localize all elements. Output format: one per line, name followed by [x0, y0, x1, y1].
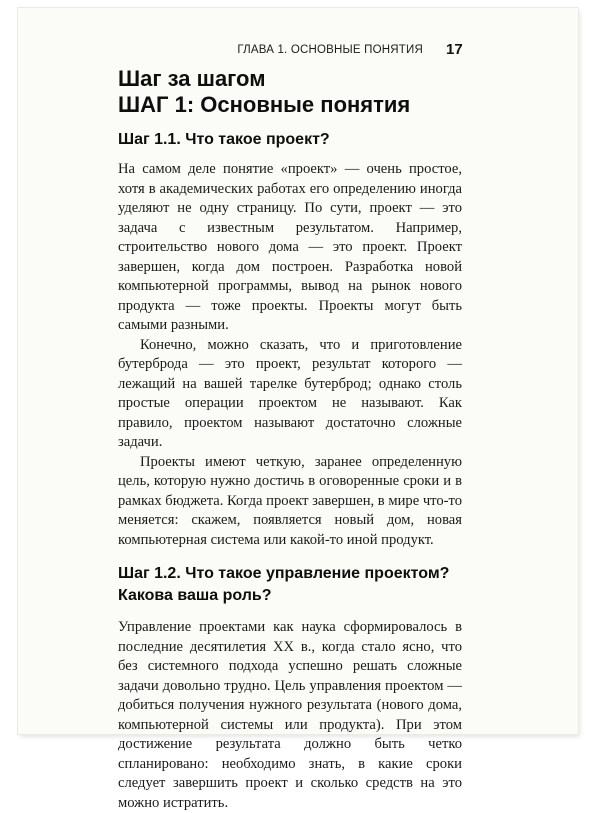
page-number: 17 — [446, 41, 463, 58]
section-heading-continuation: Какова ваша роль? — [118, 587, 272, 604]
chapter-title-line-1: Шаг за шагом — [118, 66, 266, 91]
section-heading: Шаг 1.1. Что такое проект? — [118, 131, 330, 148]
book-page — [18, 8, 578, 811]
paragraph: Управление проектами как наука сформировалось в последние десятилетия XX в., когда стало ясно, что без системного подхода успешно решать сложные задачи довольно трудно. Цель управления проектом — добиться получения нужного результата (нового дома, компьютерной системы или продукта). При этом достижение результата должно быть четко спланировано: необходимо знать, в какие сроки следует завершить проект и сколько средств на это можно истратить. — [118, 619, 462, 811]
chapter-title-line-2: ШАГ 1: Основные понятия — [118, 92, 411, 117]
paragraph: На самом деле понятие «проект» — очень простое, хотя в академических работах его определению иногда уделяют не одну страницу. По сути, проект — это задача с известным результатом. Например, строительство нового дома — это проект. Проект завершен, когда дом построен. Разработка новой компьютерной программы, вывод на рынок нового продукта — тоже проекты. Проекты могут быть самыми разными. — [118, 161, 462, 333]
page-content — [118, 66, 462, 813]
running-header: ГЛАВА 1. ОСНОВНЫЕ ПОНЯТИЯ — [237, 44, 423, 56]
chapter-title-block — [118, 66, 462, 118]
section-step-1-1 — [118, 129, 462, 550]
paragraph: Конечно, можно сказать, что и приготовление бутерброда — это проект, результат которого — лежащий на вашей тарелке бутерброд; однако столь простые операции проектом не называют. Как правило, проектом называют достаточно сложные задачи. — [118, 336, 462, 450]
paragraph: Проекты имеют четкую, заранее определенную цель, которую нужно достичь в оговоренные сроки и в рамках бюджета. Когда проект завершен, в мире что-то меняется: скажем, появляется новый дом, новая компьютерная система или какой-то иной продукт. — [118, 453, 462, 548]
section-heading-block — [118, 563, 462, 607]
section-heading: Шаг 1.2. Что такое управление проектом? — [118, 565, 450, 582]
section-step-1-2 — [118, 618, 462, 813]
